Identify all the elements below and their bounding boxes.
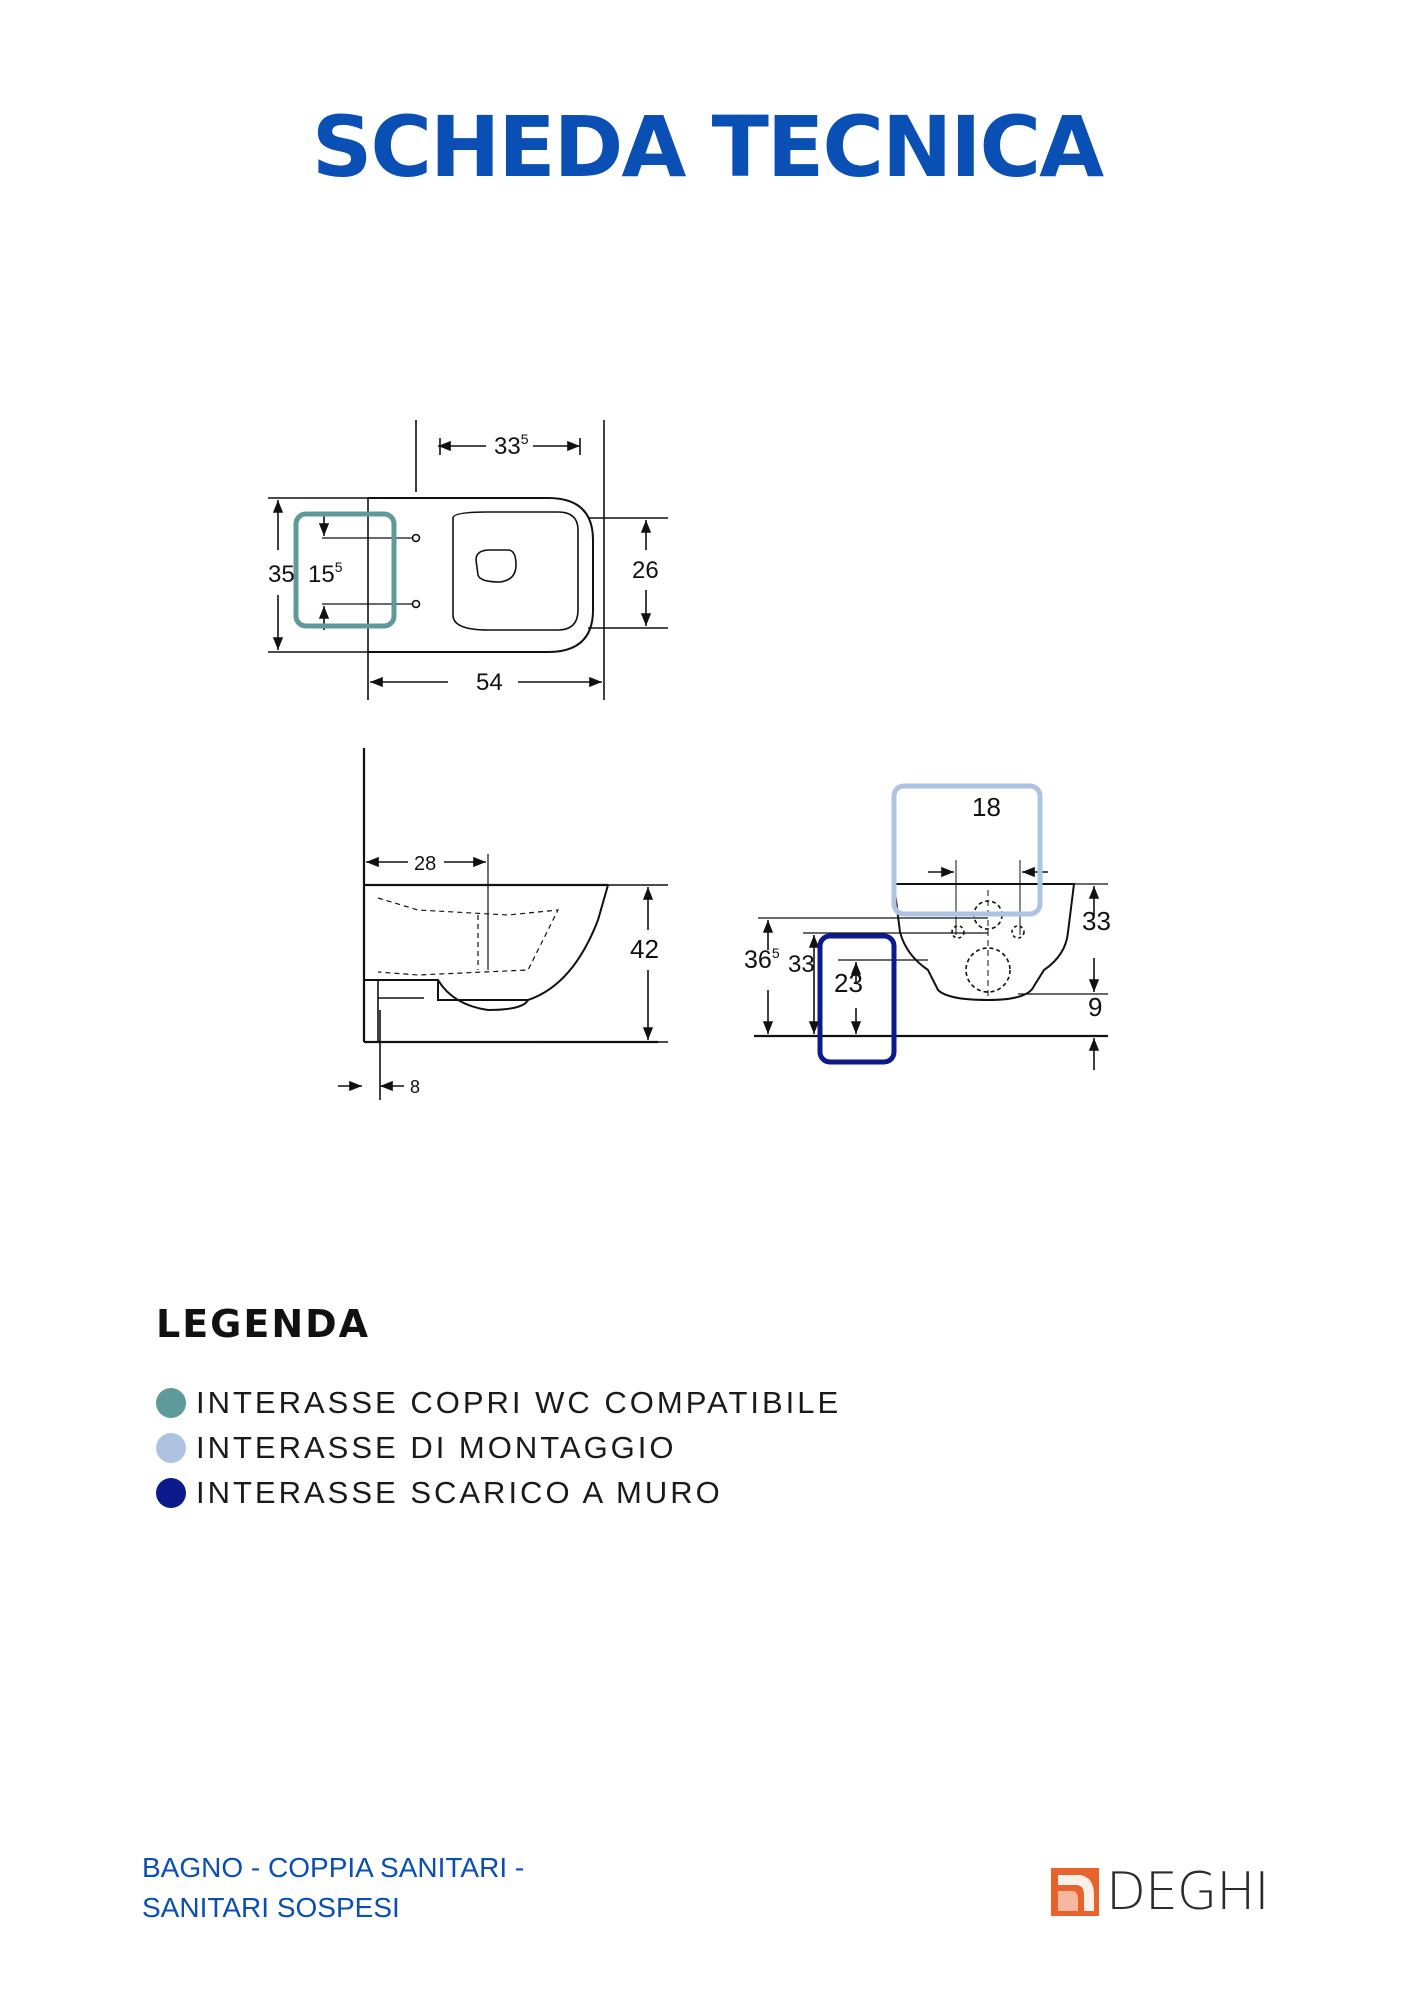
dim-18: 18 bbox=[972, 792, 1001, 822]
legend-dot-teal-icon bbox=[156, 1388, 186, 1418]
top-view-labels bbox=[268, 431, 659, 696]
front-view bbox=[754, 786, 1108, 1070]
dim-28: 28 bbox=[414, 853, 437, 875]
technical-drawing bbox=[228, 410, 1188, 1110]
dim-33-5: $33^5$ bbox=[494, 431, 529, 460]
legend-label: INTERASSE COPRI WC COMPATIBILE bbox=[196, 1384, 842, 1420]
dim-15-5: $15^5$ bbox=[308, 559, 343, 588]
dim-33-left: 33 bbox=[788, 951, 815, 978]
legend-item-scarico bbox=[156, 1470, 841, 1515]
page-title: SCHEDA TECNICA bbox=[311, 98, 1103, 196]
legend-dot-navy-icon bbox=[156, 1478, 186, 1508]
legend-label: INTERASSE DI MONTAGGIO bbox=[196, 1429, 677, 1465]
brand-logo bbox=[1050, 1862, 1269, 1922]
front-view-labels bbox=[744, 792, 1111, 1022]
dim-54: 54 bbox=[476, 669, 503, 696]
footer-category bbox=[142, 1848, 524, 1928]
dim-35: 35 bbox=[268, 561, 295, 588]
legend-item-montaggio bbox=[156, 1425, 841, 1470]
brand-name: DEGHI bbox=[1106, 1862, 1269, 1922]
dim-33-right: 33 bbox=[1082, 906, 1111, 936]
legend-dot-lightblue-icon bbox=[156, 1433, 186, 1463]
legend-label: INTERASSE SCARICO A MURO bbox=[196, 1474, 723, 1510]
legend-title: LEGENDA bbox=[156, 1302, 371, 1346]
legend-list bbox=[156, 1380, 841, 1515]
dim-26: 26 bbox=[632, 557, 659, 584]
top-view bbox=[268, 420, 668, 700]
dim-23: 23 bbox=[834, 968, 863, 998]
logo-mark-icon bbox=[1050, 1867, 1100, 1917]
dim-8: 8 bbox=[410, 1077, 421, 1097]
legend-item-copri-wc bbox=[156, 1380, 841, 1425]
side-view-labels bbox=[410, 853, 659, 1097]
dim-36-5: $36^5$ bbox=[744, 945, 780, 974]
footer-category-line1: BAGNO - COPPIA SANITARI - bbox=[142, 1852, 525, 1883]
side-view bbox=[338, 748, 668, 1100]
dim-9: 9 bbox=[1088, 992, 1103, 1022]
dim-42: 42 bbox=[630, 934, 659, 964]
footer-category-line2: SANITARI SOSPESI bbox=[142, 1892, 400, 1923]
